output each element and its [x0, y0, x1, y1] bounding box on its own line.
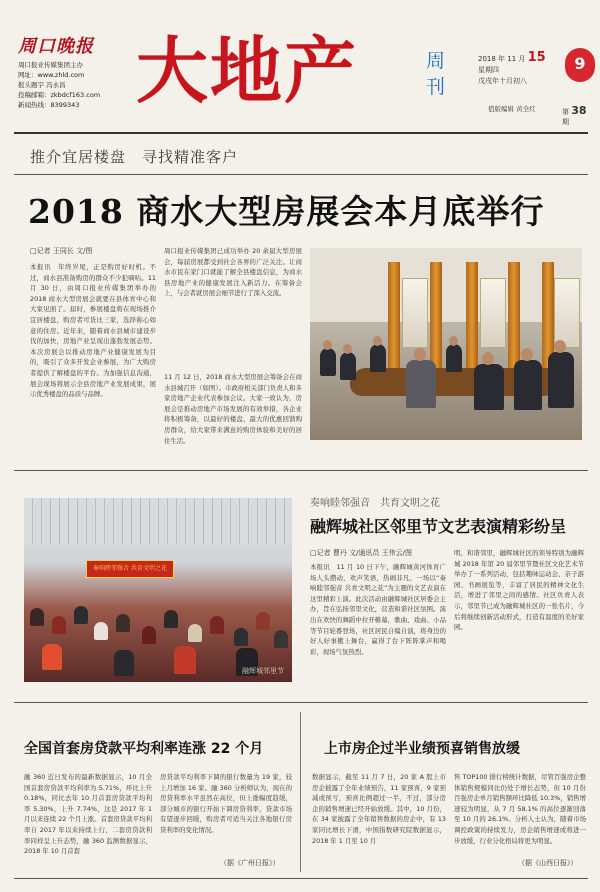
- listed-headline: 上市房企过半业绩预喜销售放缓: [324, 741, 520, 757]
- divider: [14, 132, 588, 134]
- community-kicker: 奏响睦邻强音 共育文明之花: [310, 498, 440, 509]
- community-event-photo: [24, 498, 292, 682]
- rates-source: （据《广州日报》）: [220, 859, 280, 867]
- lunar-date: 戊戌年十月初八: [478, 77, 527, 85]
- weekly-label: 周刊: [426, 50, 446, 98]
- stage-banner: 奏响睦邻强音 共育文明之花: [86, 560, 174, 578]
- community-column-1: 本报讯 11 月 10 日下午，融辉城黄河体育广场人头攒动，欢声笑语，热闹非凡。一场以“奏响睦邻强音 共育文明之花”为主题的文艺表演在这里精彩上演。此次活动由融辉城社区居委会主办，旨在弘扬邻里文化，营造和谐社区氛围。演出在欢快的舞蹈中拉开帷幕，歌曲、戏曲、小品等节目轮番登场，社区居民自编自演，将身边的好人好事搬上舞台，赢得了台下阵阵掌声和喝彩，现场气氛热烈。: [310, 563, 446, 656]
- date-line: 2018 年 11 月: [478, 55, 526, 63]
- rates-column-1: 融 360 近日发布的最新数据显示，10 月全国首套房贷款平均利率为 5.71%，环比上升 0.18%，同比去年 10 月首套房贷款平均利率 5.30%，上升 7.74%，这是 2017 年 1 月以来连续 22 个月上涨。首套房贷款平均利率自 2017 年以来持续上行，二套房贷款利率同样呈上升态势，融 360 监测数据显示，2018 年 10 月首套: [24, 773, 152, 856]
- editor-credit: 值版编辑 黄全红: [488, 105, 536, 113]
- divider: [14, 702, 588, 703]
- lead-headline: 2018 商水大型房展会本月底举行: [28, 192, 545, 231]
- info-line: 网址：www.zhld.com: [18, 71, 85, 79]
- rates-column-2: 房贷款平均利率下调的银行数量为 19 家，较上月增加 16 家。融 360 分析师认为，现在的房贷利率水平虽然在高位，但上涨幅度趋缓，部分城市的银行开始下调房贷利率，贷款市场有望逐步回暖，购房者可适当关注各地银行房贷利率的变化情况。: [160, 773, 292, 834]
- listed-column-2: 售 TOP100 排行榜统计数据，尽管百强房企整体销售规模同比仍处于增长态势，但 10 月份百强房企单月销售额环比降低 10.3%，销售增速较为明显，从 7 月 58.1% 的高位逐渐回落至 10 月的 26.1%。分析人士认为，随着市场调控政策的持续发力，房企销售增速或将进一步放缓，行业分化格局将更为明显。: [454, 773, 586, 845]
- community-column-2: 明、和谐邻里，融辉城社区的领导特别为融辉城 2018 年第 20 届邻里节暨社区文化艺术节举办了一系列活动，包括趣味运动会、亲子游园、书画展览等，丰富了居民的精神文化生活，增进了邻里之间的感情。社区负责人表示，邻里节已成为融辉城社区的一张名片，今后将继续创新活动形式，打造有温度的美好家园。: [454, 549, 584, 632]
- date-day: 15: [527, 50, 546, 65]
- lead-column-3: 11 月 12 日，2018 商水大型房展会筹备会在商水县城召开（如图）。市政府相关部门负责人和多家房地产企业代表参加会议。大家一致认为，房展会是推动房地产市场发展的有效举措，各企业将积极筹备，以最好的楼盘、最大的优惠回馈购房群众，给大家带来满意的购房体验和美好的居住生活。: [164, 373, 302, 444]
- info-line: 新闻热线：8399343: [18, 101, 80, 109]
- listed-source: （据《山西日报》）: [518, 859, 578, 867]
- meeting-photo: [310, 248, 582, 440]
- divider: [14, 878, 588, 879]
- publisher-info: [18, 60, 138, 110]
- lead-byline: □记者 王同长 文/图: [30, 247, 93, 255]
- community-byline: □记者 曹丹 文/通讯员 王伟云/图: [310, 549, 413, 557]
- masthead: [14, 8, 588, 124]
- photo-watermark: 融辉城邻里节: [242, 667, 284, 675]
- page-number-badge: 9: [565, 48, 595, 82]
- lead-kicker: 推介宜居楼盘 寻找精准客户: [30, 148, 239, 166]
- listed-column-1: 数据显示，截至 11 月 7 日，20 家 A 股上市房企披露了全年业绩预告，11 家预喜，9 家预减或预亏，预喜比例超过一半，不过，部分房企的销售增速已经开始放缓。其中，10 月份，在 34 家披露了全年销售数据的房企中，有 13 家同比增长下滑，中国指数研究院数据显示，2018 年 1 月至 10 月: [312, 773, 446, 845]
- rates-headline: 全国首套房贷款平均利率连涨 22 个月: [24, 741, 264, 757]
- weekday: 星期四: [478, 66, 499, 74]
- community-headline: 融辉城社区邻里节文艺表演精彩纷呈: [310, 517, 567, 536]
- divider: [14, 470, 588, 471]
- info-line: 投稿邮箱：zkbdcf163.com: [18, 91, 101, 99]
- brand-logo: 周口晚报: [18, 36, 94, 57]
- lead-column-2: 周口报业传媒集团已成功举办 20 余届大型房展会，每届房展都受到社会各界的广泛关注。让商水市民在家门口就能了解全县楼盘信息，为商水县房地产业的健康发展注入新活力。在筹备会上，与会者就房展会细节进行了深入交流。: [164, 247, 302, 298]
- info-line: 周口报业传媒集团主办: [18, 61, 83, 69]
- lead-column-1: 本报讯 年终岁尾，正是购房好时机。不过，商水县准备购房的群众不少犯嘀咕。11 月 30 日，由周口报业传媒集团举办的 2018 商水大型房展会就要在县体育中心和大家见面了。届时，参展楼盘将在现场推介宜居楼盘，购房者可货比三家，选择称心如意的住房。近年来，随着商水县城市建设步伐的加快，房地产业呈现出蓬勃发展态势。本次房展会以推动房地产业健康发展为目的，吸引了众多开发企业参展，为广大购房者提供了解楼盘的平台。为加强信息沟通，展会现场将展示全县房地产业发展成果，展示优秀楼盘的品质与品牌。: [30, 263, 156, 399]
- section-title: 大地产: [136, 28, 359, 113]
- column-divider: [300, 712, 301, 872]
- issue-number: 第 38期: [562, 104, 587, 126]
- date-box: [478, 52, 546, 87]
- info-line: 报头题字 冯永昌: [18, 81, 66, 89]
- divider: [14, 174, 588, 175]
